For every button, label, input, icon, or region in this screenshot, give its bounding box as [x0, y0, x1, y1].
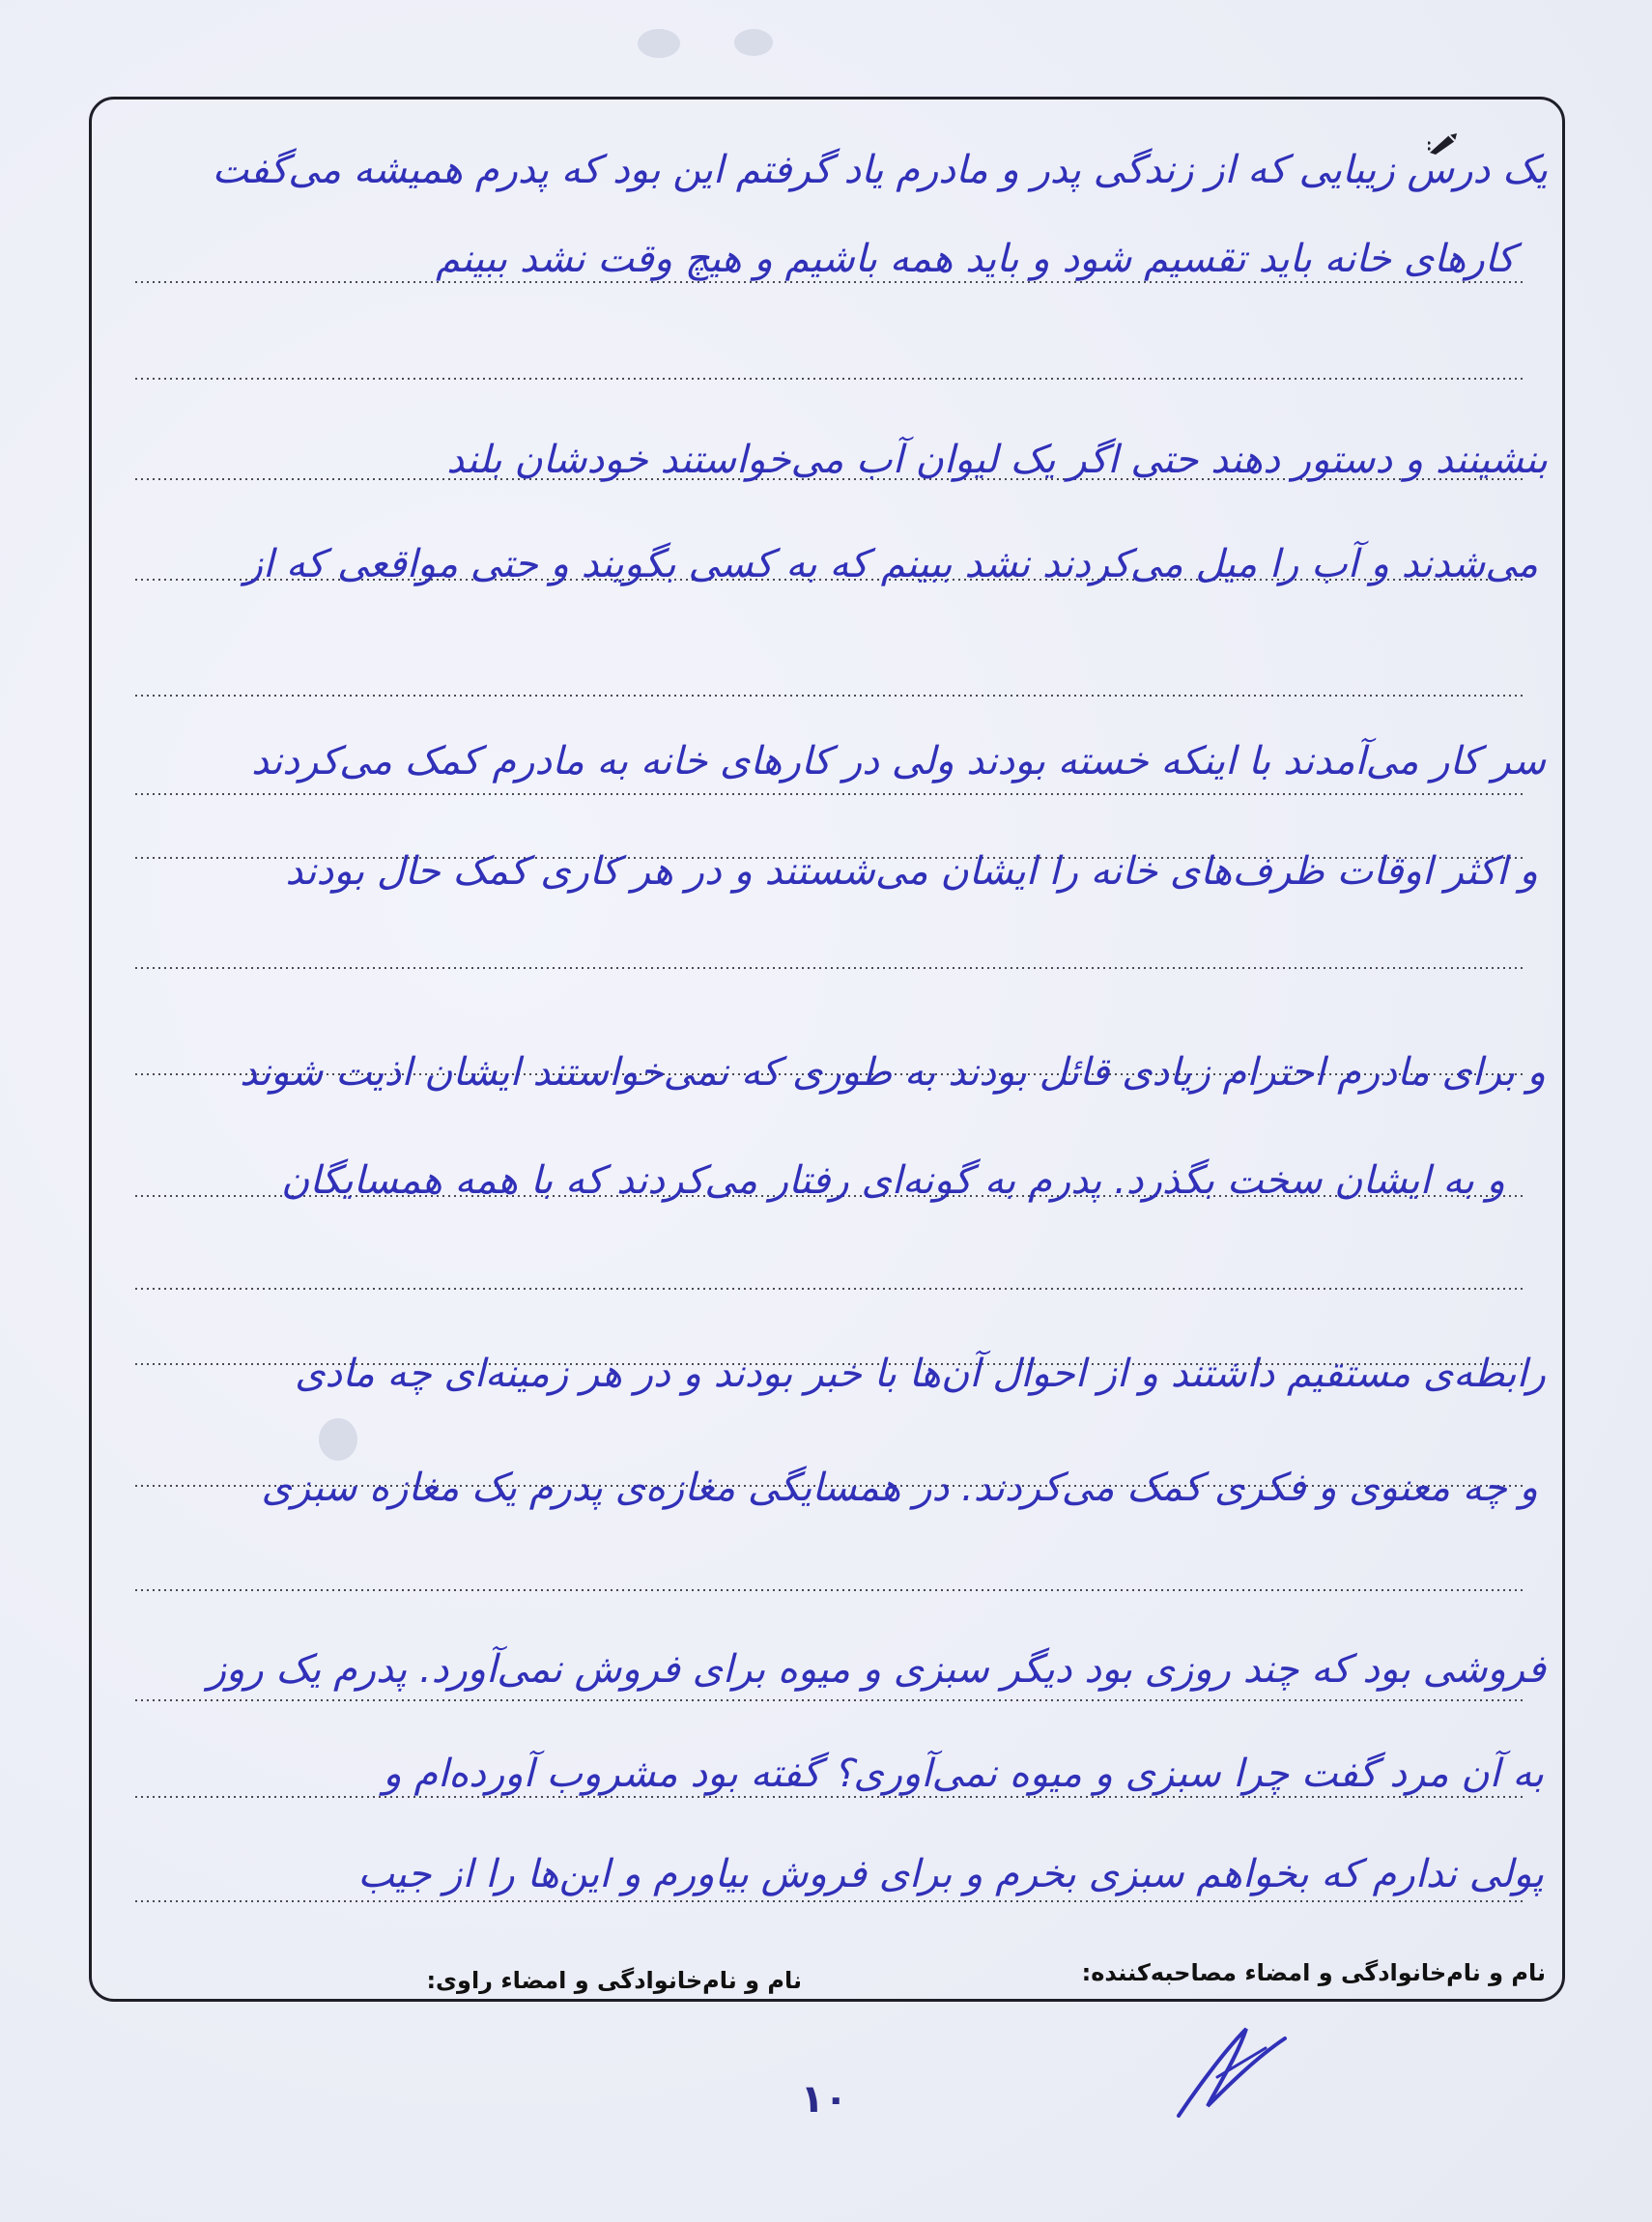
handwritten-line: و چه معنوی و فکری کمک می‌کردند. در همسایگی مغازه‌ی پدرم یک مغازه سبزی	[261, 1466, 1538, 1510]
handwritten-line: یک درس زیبایی که از زندگی پدر و مادرم یاد گرفتم این بود که پدرم همیشه می‌گفت	[212, 148, 1548, 192]
handwritten-line: به آن مرد گفت چرا سبزی و میوه نمی‌آوری؟ گفته بود مشروب آورده‌ام و	[383, 1752, 1544, 1796]
handwritten-line: و به ایشان سخت بگذرد. پدرم به گونه‌ای رفتار می‌کردند که با همه همسایگان	[280, 1158, 1505, 1203]
handwritten-line: فروشی بود که چند روزی بود دیگر سبزی و میوه برای فروش نمی‌آورد. پدرم یک روز	[207, 1647, 1546, 1692]
handwritten-line: می‌شدند و آب را میل می‌کردند نشد ببینم که به کسی بگویند و حتی مواقعی که از	[243, 542, 1538, 586]
handwritten-line: و اکثر اوقات ظرف‌های خانه را ایشان می‌شستند و در هر کاری کمک حال بودند	[285, 849, 1538, 894]
handwritten-line: کارهای خانه باید تقسیم شود و باید همه باشیم و هیچ وقت نشد ببینم	[436, 237, 1515, 281]
paper-smudge	[734, 29, 773, 56]
narrator-signature-label: نام و نام‌خانوادگی و امضاء راوی:	[426, 1967, 802, 1994]
handwritten-line: رابطه‌ی مستقیم داشتند و از احوال آن‌ها با خبر بودند و در هر زمینه‌ای چه مادی	[295, 1352, 1546, 1396]
page-number: ۱۰	[800, 2077, 848, 2122]
handwritten-line: پولی ندارم که بخواهم سبزی بخرم و برای فروش بیاورم و این‌ها را از جیب	[357, 1852, 1544, 1896]
handwritten-line: بنشینند و دستور دهند حتی اگر یک لیوان آب می‌خواستند خودشان بلند	[446, 438, 1548, 482]
interviewer-signature-label: نام و نام‌خانوادگی و امضاء مصاحبه‌کننده:	[1081, 1959, 1546, 1986]
handwritten-signature	[1159, 2019, 1295, 2125]
paper-smudge	[638, 29, 680, 58]
handwritten-line: و برای مادرم احترام زیادی قائل بودند به طوری که نمی‌خواستند ایشان اذیت شوند	[240, 1050, 1546, 1095]
handwritten-line: سر کار می‌آمدند با اینکه خسته بودند ولی در کارهای خانه به مادرم کمک می‌کردند	[251, 739, 1546, 783]
